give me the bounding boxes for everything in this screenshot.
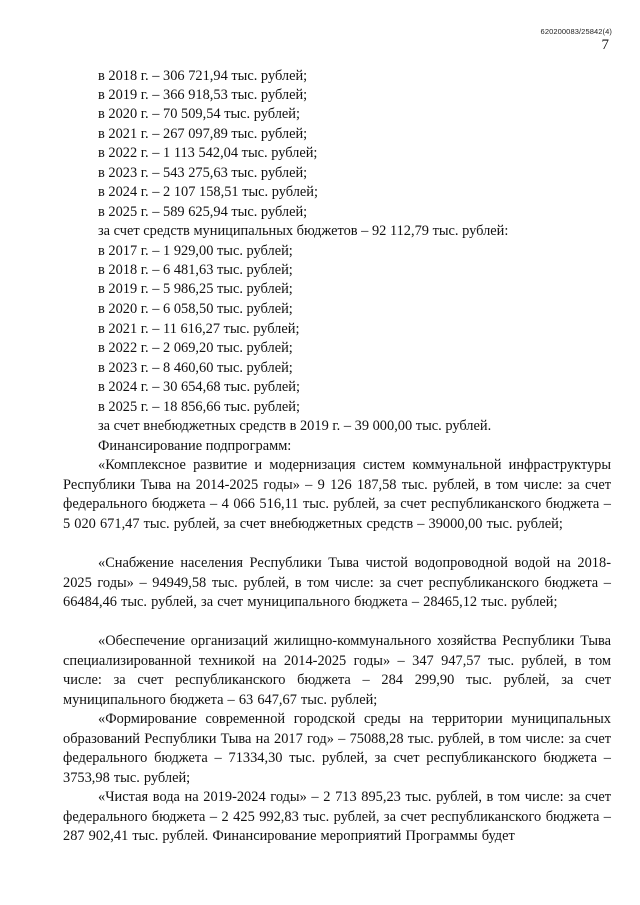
funding-line: в 2017 г. – 1 929,00 тыс. рублей;	[98, 243, 293, 259]
subprogram-paragraph: «Обеспечение организаций жилищно-коммунального хозяйства Республики Тыва специализированной техникой на 2014-2025 годы» – 347 947,57 тыс. рублей, в том числе: за счет республиканского бюджета – 284 299,90 тыс. рублей, за счет муниципального бюджета – 63 647,67 тыс. рублей;	[63, 633, 611, 708]
funding-line: в 2025 г. – 589 625,94 тыс. рублей;	[98, 204, 308, 220]
funding-line: в 2020 г. – 6 058,50 тыс. рублей;	[98, 301, 293, 317]
subprogram-paragraph: «Чистая вода на 2019-2024 годы» – 2 713 895,23 тыс. рублей, в том числе: за счет федерального бюджета – 2 425 992,83 тыс. рублей, за счет республиканского бюджета – 287 902,41 тыс. рублей. Финансирование мероприятий Программы будет	[63, 789, 611, 845]
funding-line: в 2019 г. – 366 918,53 тыс. рублей;	[98, 87, 308, 103]
funding-line: в 2022 г. – 2 069,20 тыс. рублей;	[98, 340, 293, 356]
funding-line: в 2020 г. – 70 509,54 тыс. рублей;	[98, 106, 300, 122]
funding-line: за счет средств муниципальных бюджетов – 92 112,79 тыс. рублей:	[98, 223, 509, 239]
subprogram-paragraph: «Формирование современной городской среды на территории муниципальных образований Республики Тыва на 2017 год» – 75088,28 тыс. рублей, в том числе: за счет федерального бюджета – 71334,30 тыс. рублей, за счет республиканского бюджета – 3753,98 тыс. рублей;	[63, 711, 611, 786]
funding-line: в 2019 г. – 5 986,25 тыс. рублей;	[98, 281, 293, 297]
subprogram-paragraph: «Снабжение населения Республики Тыва чистой водопроводной водой на 2018-2025 годы» – 94949,58 тыс. рублей, в том числе: за счет республиканского бюджета – 66484,46 тыс. рублей, за счет муниципального бюджета – 28465,12 тыс. рублей;	[63, 555, 611, 611]
funding-line: в 2022 г. – 1 113 542,04 тыс. рублей;	[98, 145, 318, 161]
funding-line: в 2021 г. – 267 097,89 тыс. рублей;	[98, 126, 308, 142]
subprogram-paragraph: «Комплексное развитие и модернизация систем коммунальной инфраструктуры Республики Тыва на 2014-2025 годы» – 9 126 187,58 тыс. рублей, в том числе: за счет федерального бюджета – 4 066 516,11 тыс. рублей, за счет республиканского бюджета – 5 020 671,47 тыс. рублей, за счет внебюджетных средств – 39000,00 тыс. рублей;	[63, 457, 611, 532]
funding-line: в 2018 г. – 6 481,63 тыс. рублей;	[98, 262, 293, 278]
funding-line: в 2018 г. – 306 721,94 тыс. рублей;	[98, 68, 308, 84]
funding-line: в 2023 г. – 543 275,63 тыс. рублей;	[98, 165, 308, 181]
section-heading: Финансирование подпрограмм:	[98, 438, 292, 454]
document-id: 620200083/25842(4)	[540, 27, 612, 36]
page-number: 7	[601, 37, 609, 53]
funding-line: за счет внебюджетных средств в 2019 г. – 39 000,00 тыс. рублей.	[98, 418, 492, 434]
funding-line: в 2023 г. – 8 460,60 тыс. рублей;	[98, 360, 293, 376]
funding-line: в 2024 г. – 30 654,68 тыс. рублей;	[98, 379, 300, 395]
funding-line: в 2021 г. – 11 616,27 тыс. рублей;	[98, 321, 300, 337]
funding-line: в 2024 г. – 2 107 158,51 тыс. рублей;	[98, 184, 318, 200]
funding-line: в 2025 г. – 18 856,66 тыс. рублей;	[98, 399, 300, 415]
